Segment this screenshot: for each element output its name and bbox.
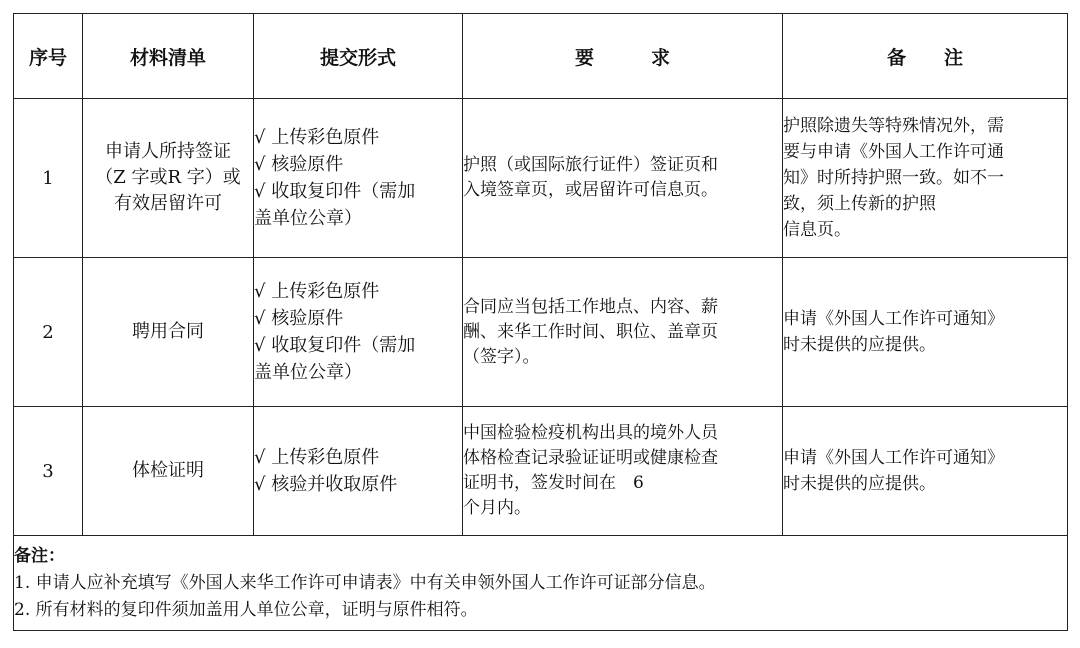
form-line: √ 上传彩色原件 [254, 127, 380, 148]
header-form: 提交形式 [254, 14, 463, 99]
remark-line: 申请《外国人工作许可通知》 [783, 448, 1004, 468]
form-line: 盖单位公章） [254, 208, 362, 229]
table-row [14, 407, 1068, 536]
header-no: 序号 [14, 14, 83, 99]
note-item: 1. 申请人应补充填写《外国人来华工作许可申请表》中有关申领外国人工作许可证部分信息。 [14, 572, 716, 593]
material-line: 有效居留许可 [114, 193, 222, 214]
notes-cell [14, 536, 1068, 631]
requirement-line: 个月内。 [463, 498, 531, 518]
row-number: 1 [14, 99, 83, 258]
table-row [14, 258, 1068, 407]
remark-line: 护照除遗失等特殊情况外，需 [783, 116, 1004, 136]
requirement-line: 中国检验检疫机构出具的境外人员 [463, 423, 718, 443]
remark-line: 致，须上传新的护照 [783, 194, 936, 214]
requirement-line: （签字）。 [463, 346, 540, 367]
form-cell [254, 407, 463, 536]
remark-line: 时未提供的应提供。 [783, 335, 936, 355]
material-line: 聘用合同 [132, 321, 204, 342]
form-line: 盖单位公章） [254, 362, 362, 383]
requirement-line: 体格检查记录验证证明或健康检查 [463, 448, 718, 468]
remark-line: 时未提供的应提供。 [783, 474, 936, 494]
material-line: 体检证明 [132, 460, 204, 481]
requirement-line: 证明书，签发时间在 6 [463, 473, 644, 493]
material-cell [83, 407, 254, 536]
table-row [14, 99, 1068, 258]
notes-row [14, 536, 1068, 631]
form-line: √ 核验原件 [254, 308, 344, 329]
form-cell [254, 258, 463, 407]
remark-cell [783, 258, 1068, 407]
notes-title: 备注： [14, 545, 65, 566]
form-line: √ 核验并收取原件 [254, 474, 398, 495]
remark-line: 要与申请《外国人工作许可通 [783, 142, 1004, 162]
form-line: √ 上传彩色原件 [254, 281, 380, 302]
row-number: 2 [14, 258, 83, 407]
form-line: √ 收取复印件（需加 [254, 181, 416, 202]
material-line: 申请人所持签证 [105, 141, 231, 162]
remark-line: 知》时所持护照一致。如不一 [783, 168, 1004, 188]
materials-table [13, 13, 1068, 631]
material-cell [83, 99, 254, 258]
material-line: （Z 字或R 字）或 [95, 167, 241, 188]
requirement-line: 护照（或国际旅行证件）签证页和 [463, 155, 718, 175]
requirement-cell [463, 407, 783, 536]
requirement-line: 合同应当包括工作地点、内容、薪 [463, 296, 718, 317]
form-line: √ 收取复印件（需加 [254, 335, 416, 356]
requirement-line: 入境签章页，或居留许可信息页。 [463, 180, 718, 200]
form-line: √ 上传彩色原件 [254, 447, 380, 468]
remark-line: 信息页。 [783, 220, 851, 240]
header-remark: 备 注 [783, 14, 1068, 99]
header-requirement: 要 求 [463, 14, 783, 99]
form-line: √ 核验原件 [254, 154, 344, 175]
requirement-cell [463, 99, 783, 258]
note-item: 2. 所有材料的复印件须加盖用人单位公章，证明与原件相符。 [14, 599, 478, 620]
requirement-cell [463, 258, 783, 407]
remark-cell [783, 407, 1068, 536]
requirement-line: 酬、来华工作时间、职位、盖章页 [463, 321, 718, 342]
material-cell [83, 258, 254, 407]
form-cell [254, 99, 463, 258]
remark-cell [783, 99, 1068, 258]
row-number: 3 [14, 407, 83, 536]
header-material: 材料清单 [83, 14, 254, 99]
header-row [14, 14, 1068, 99]
remark-line: 申请《外国人工作许可通知》 [783, 309, 1004, 329]
